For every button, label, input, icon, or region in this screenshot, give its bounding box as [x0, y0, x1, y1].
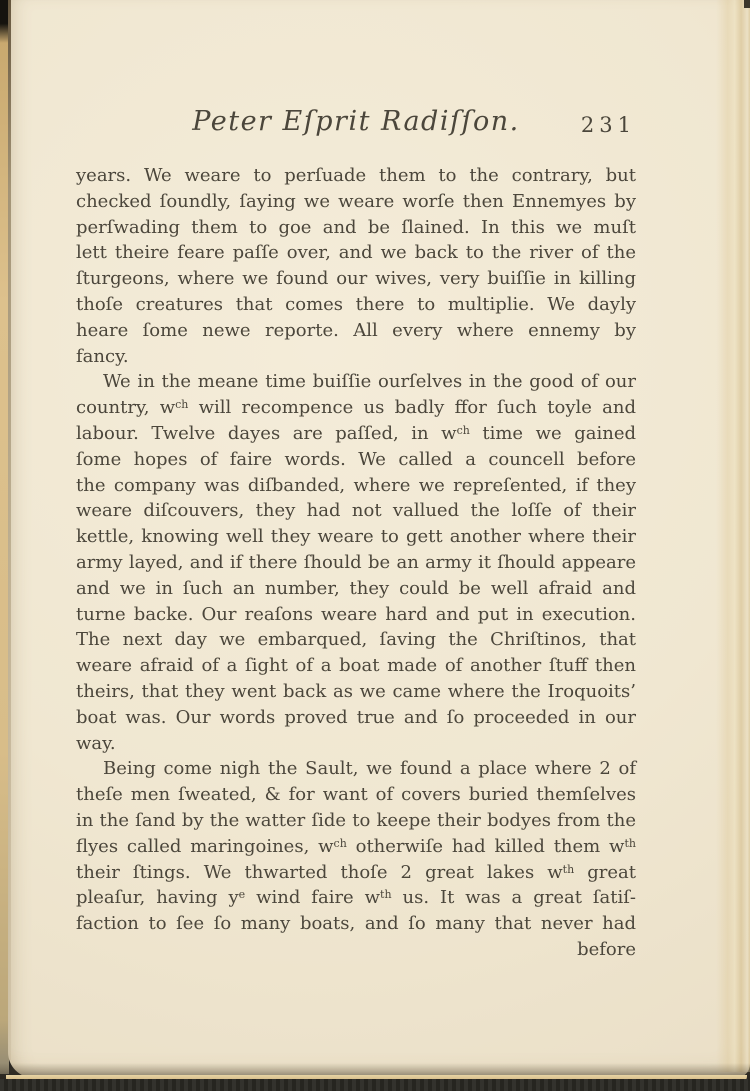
text-line: Being come nigh the Sault, we found a place where 2 of [103, 758, 636, 780]
text-line: and we in ſuch an number, they could be well afraid and [76, 577, 636, 599]
text-line: heare ſome newe reporte. All every where ennemy by [76, 319, 636, 341]
page-header [76, 106, 636, 146]
text-line: theſe men ſweated, & for want of covers buried themſelves [76, 784, 636, 806]
text-line: faction to ſee ſo many boats, and ſo many that never had [76, 913, 636, 935]
text-line: country, $w^{ch}$ will recompence us badly ffor ſuch toyle and [76, 397, 636, 419]
page-number: 231 [580, 113, 636, 137]
page-fore-edge [716, 0, 750, 1072]
text-line: perſwading them to goe and be ſlained. In this we muſt [76, 216, 636, 238]
scan-corner-artifact [744, 0, 750, 8]
text-line: years. We weare to perſuade them to the contrary, but [76, 165, 636, 186]
text-line: ſome hopes of faire words. We called a councell before [76, 448, 636, 470]
text-line: in the ſand by the watter ſide to keepe their bodyes from the [76, 809, 636, 831]
text-line: boat was. Our words proved true and ſo proceeded in our [76, 706, 636, 728]
running-title: Peter Eſprit Radiſſon. [192, 106, 520, 137]
superscript-abbreviation: e [238, 888, 246, 902]
text-line: fancy. [76, 345, 129, 367]
text-line: before [577, 938, 636, 960]
superscript-abbreviation: ch [175, 398, 189, 412]
text-line: turne backe. Our reaſons weare hard and put in execution. [76, 603, 636, 625]
scanner-background-strip [0, 1079, 750, 1091]
text-line: the company was diſbanded, where we repreſented, if they [76, 474, 636, 496]
text-line: ſturgeons, where we found our wives, very buiſſie in killing [76, 268, 636, 290]
body-text [76, 163, 636, 963]
text-line: checked ſoundly, ſaying we weare worſe then Ennemyes by [76, 190, 636, 212]
book-page [8, 0, 750, 1078]
superscript-abbreviation: th [562, 862, 575, 876]
text-line: their ſtings. We thwarted thoſe 2 great lakes $w^{th}$ great [76, 861, 637, 883]
text-line: pleaſur, having $y^e$ wind faire $w^{th}$ us. It was a great ſatiſ- [76, 887, 636, 909]
text-line: theirs, that they went back as we came where the Iroquoits’ [76, 680, 636, 702]
superscript-abbreviation: ch [333, 836, 347, 850]
text-line: army layed, and if there ſhould be an army it ſhould appeare [76, 551, 636, 573]
page-gutter-seam [8, 0, 11, 1060]
text-line: lett theire feare paſſe over, and we back to the river of the [76, 242, 636, 264]
text-line: thoſe creatures that comes there to multiplie. We dayly [76, 293, 636, 315]
text-line: weare afraid of a ſight of a boat made of another ſtuff then [76, 655, 636, 677]
superscript-abbreviation: th [624, 836, 636, 850]
superscript-abbreviation: th [380, 888, 392, 902]
text-line: way. [76, 732, 116, 754]
superscript-abbreviation: ch [456, 424, 470, 438]
text-line: The next day we embarqued, ſaving the Chriſtinos, that [76, 629, 636, 651]
text-line: We in the meane time buiſſie ourſelves in the good of our [103, 371, 636, 393]
text-line: labour. Twelve dayes are paſſed, in $w^{ch}$ time we gained [76, 422, 637, 444]
text-line: kettle, knowing well they weare to gett another where their [76, 526, 636, 548]
text-line: weare diſcouvers, they had not vallued the loſſe of their [76, 500, 636, 522]
text-line: flyes called maringoines, $w^{ch}$ otherwiſe had killed them $w^{th}$ [76, 835, 636, 857]
